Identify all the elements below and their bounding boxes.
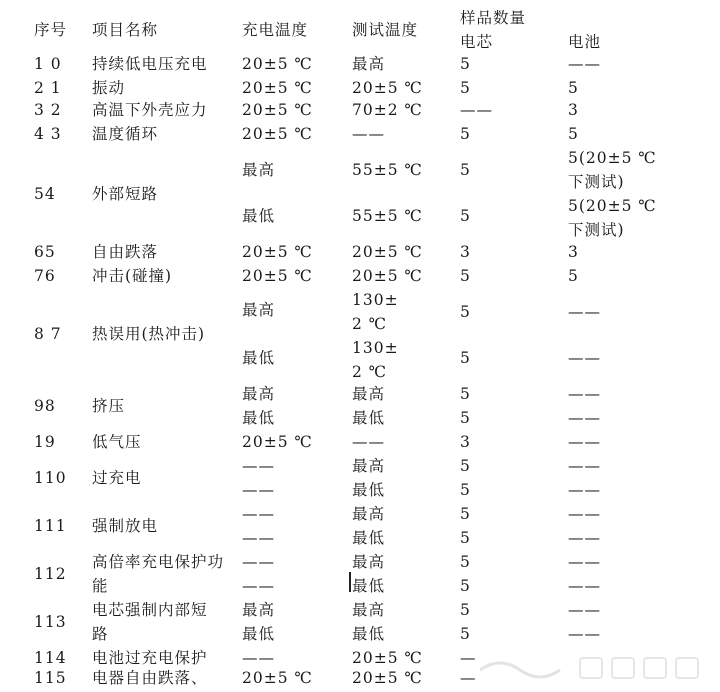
row-battery: —— [568, 457, 601, 475]
row-name: 持续低电压充电 [92, 55, 208, 73]
row-cell: 5 [460, 349, 471, 367]
row-cell: 5 [460, 409, 471, 427]
row-cell: 5 [460, 267, 471, 285]
row-test: 最高 [352, 457, 386, 475]
row-charge: 20±5 ℃ [242, 433, 313, 451]
row-cell: 5 [460, 481, 471, 499]
row-test: —— [352, 433, 385, 451]
row-name: 自由跌落 [92, 243, 159, 261]
row-cell: 5 [460, 303, 471, 321]
row-test: —— [352, 125, 385, 143]
row-test: 20±5 ℃ [352, 669, 423, 687]
row-cell: 5 [460, 529, 471, 547]
header-battery: 电池 [568, 33, 602, 51]
row-seq: 8 7 [34, 325, 62, 343]
row-name: 低气压 [92, 433, 142, 451]
row-seq: 112 [34, 565, 67, 583]
row-name-cont: 路 [92, 625, 109, 643]
row-test: 最高 [352, 55, 386, 73]
row-battery: 5(20±5 ℃ [568, 149, 657, 167]
row-battery: —— [568, 303, 601, 321]
row-test: 最低 [352, 481, 386, 499]
row-test: 最低 [352, 409, 386, 427]
row-battery: —— [568, 577, 601, 595]
row-seq: 1 0 [34, 55, 62, 73]
row-charge: 20±5 ℃ [242, 267, 313, 285]
row-test: 20±5 ℃ [352, 79, 423, 97]
row-cell: — [460, 669, 477, 687]
row-charge: —— [242, 649, 275, 667]
row-seq: 4 3 [34, 125, 62, 143]
row-cell: 3 [460, 243, 471, 261]
row-test: 最低 [352, 577, 386, 595]
row-charge: 20±5 ℃ [242, 101, 313, 119]
header-sample-qty: 样品数量 [460, 9, 527, 27]
row-charge: 20±5 ℃ [242, 125, 313, 143]
header-name: 项目名称 [92, 21, 159, 39]
row-battery: —— [568, 385, 601, 403]
row-name: 外部短路 [92, 185, 159, 203]
row-test-cont: 2 ℃ [352, 363, 388, 381]
row-test: 最高 [352, 385, 386, 403]
row-cell: 5 [460, 385, 471, 403]
row-seq: 111 [34, 517, 67, 535]
row-name: 高倍率充电保护功 [92, 553, 225, 571]
header-seq: 序号 [34, 21, 68, 39]
header-charge-temp: 充电温度 [242, 21, 309, 39]
row-name: 过充电 [92, 469, 142, 487]
row-cell: 5 [460, 577, 471, 595]
row-battery-cont: 下测试) [568, 221, 625, 239]
row-name: 电器自由跌落、 [92, 669, 208, 687]
row-battery: —— [568, 433, 601, 451]
row-test: 130± [352, 339, 399, 357]
row-test: 55±5 ℃ [352, 161, 423, 179]
row-cell: 5 [460, 553, 471, 571]
row-test: 70±2 ℃ [352, 101, 423, 119]
row-name: 强制放电 [92, 517, 159, 535]
row-cell: 5 [460, 207, 471, 225]
row-cell: 5 [460, 457, 471, 475]
row-battery: —— [568, 409, 601, 427]
row-charge: 最高 [242, 301, 276, 319]
row-cell: 5 [460, 625, 471, 643]
row-cell: 5 [460, 125, 471, 143]
row-seq: 110 [34, 469, 67, 487]
row-charge: 20±5 ℃ [242, 79, 313, 97]
row-name: 电池过充电保护 [92, 649, 208, 667]
row-test: 最低 [352, 625, 386, 643]
row-name: 高温下外壳应力 [92, 101, 208, 119]
row-test: 20±5 ℃ [352, 649, 423, 667]
row-name: 热误用(热冲击) [92, 325, 206, 343]
row-charge: —— [242, 553, 275, 571]
row-seq: 98 [34, 397, 56, 415]
row-battery: —— [568, 529, 601, 547]
row-name: 振动 [92, 79, 126, 97]
row-test: 最高 [352, 505, 386, 523]
row-charge: —— [242, 457, 275, 475]
row-charge: 最低 [242, 409, 276, 427]
row-cell: 5 [460, 55, 471, 73]
row-test: 最高 [352, 553, 386, 571]
row-seq: 19 [34, 433, 56, 451]
row-battery: 5 [568, 79, 579, 97]
row-charge: 最低 [242, 349, 276, 367]
row-charge: 20±5 ℃ [242, 669, 313, 687]
row-charge: —— [242, 529, 275, 547]
row-charge: 20±5 ℃ [242, 55, 313, 73]
row-battery: —— [568, 601, 601, 619]
row-charge: 最高 [242, 601, 276, 619]
row-test: 55±5 ℃ [352, 207, 423, 225]
row-charge: —— [242, 505, 275, 523]
row-name: 挤压 [92, 397, 126, 415]
row-battery: 3 [568, 243, 579, 261]
row-name: 电芯强制内部短 [92, 601, 208, 619]
row-charge: 最高 [242, 161, 276, 179]
row-name: 温度循环 [92, 125, 159, 143]
watermark-icon [470, 650, 710, 686]
row-seq: 114 [34, 649, 67, 667]
row-battery: —— [568, 55, 601, 73]
header-test-temp: 测试温度 [352, 21, 419, 39]
row-seq: 3 2 [34, 101, 62, 119]
row-battery: 5 [568, 267, 579, 285]
row-battery-cont: 下测试) [568, 173, 625, 191]
row-battery: —— [568, 349, 601, 367]
row-charge: 最低 [242, 625, 276, 643]
row-cell: 5 [460, 601, 471, 619]
row-charge: —— [242, 577, 275, 595]
row-battery: —— [568, 505, 601, 523]
row-battery: 3 [568, 101, 579, 119]
row-charge: 最低 [242, 207, 276, 225]
row-seq: 115 [34, 669, 67, 687]
row-name: 冲击(碰撞) [92, 267, 173, 285]
row-cell: 5 [460, 161, 471, 179]
row-seq: 113 [34, 613, 67, 631]
row-seq: 54 [34, 185, 56, 203]
text-cursor [349, 572, 351, 592]
row-cell: 5 [460, 505, 471, 523]
row-test: 最低 [352, 529, 386, 547]
row-cell: 3 [460, 433, 471, 451]
row-battery: —— [568, 625, 601, 643]
row-cell: —— [460, 101, 493, 119]
row-cell: 5 [460, 79, 471, 97]
row-seq: 76 [34, 267, 56, 285]
row-test: 最高 [352, 601, 386, 619]
row-test: 130± [352, 291, 399, 309]
row-charge: 20±5 ℃ [242, 243, 313, 261]
header-cell: 电芯 [460, 33, 494, 51]
row-charge: 最高 [242, 385, 276, 403]
row-seq: 65 [34, 243, 56, 261]
row-battery: 5(20±5 ℃ [568, 197, 657, 215]
row-test: 20±5 ℃ [352, 267, 423, 285]
row-seq: 2 1 [34, 79, 62, 97]
row-battery: —— [568, 553, 601, 571]
row-name-cont: 能 [92, 577, 109, 595]
row-test-cont: 2 ℃ [352, 315, 388, 333]
row-cell: — [460, 649, 477, 667]
row-charge: —— [242, 481, 275, 499]
row-test: 20±5 ℃ [352, 243, 423, 261]
row-battery: —— [568, 481, 601, 499]
row-battery: 5 [568, 125, 579, 143]
